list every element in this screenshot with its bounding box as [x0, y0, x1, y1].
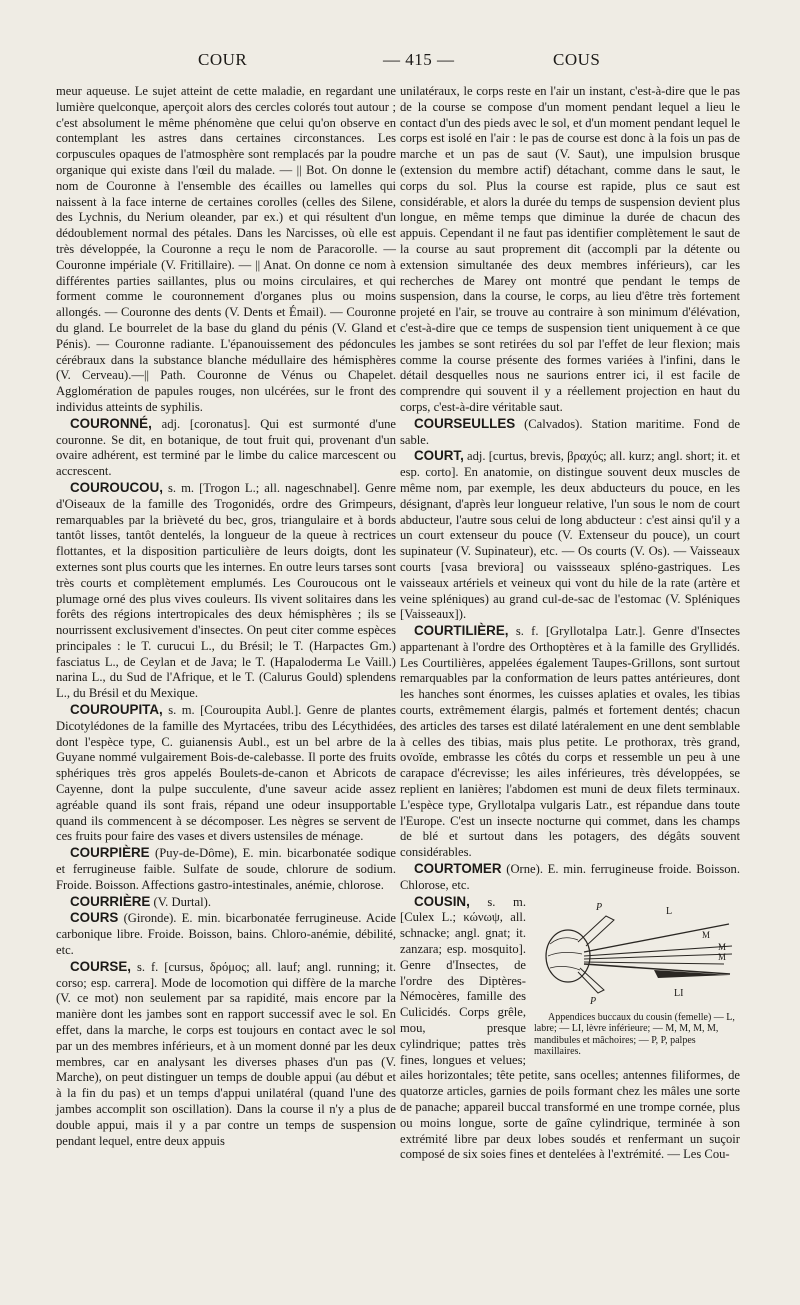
entry-text: s. m. [Couroupita Aubl.]. Genre de plantes Dicotylédones de la famille des Myrtacées, tribu des Lécythidées, dont l'espèce type, C. guianensis Aubl., est un bel arbre de la Guyane nommé vulgairement Bois-de-calebasse. Il porte des fruits sphériques très gros appelés Boulets-de-canon et Abricots de Cayenne, dont la pulpe succulente, d'une saveur acide assez agréable quand ils sont frais, répand une odeur insupportable quand ils commencent à se décomposer. Les nègres se servent de ces fruits pour faire des vases et divers ustensiles de ménage. [56, 703, 396, 844]
header-right-word: COUS [553, 50, 601, 69]
headword: COURRIÈRE [70, 893, 151, 909]
entry-cousin [400, 894, 740, 1164]
entry-text: (Orne). E. min. ferrugineuse froide. Boisson. Chlorose, etc. [400, 862, 740, 892]
page-number: — 415 — [383, 50, 455, 69]
headword: COUROUPITA, [70, 702, 163, 718]
figure-caption: Appendices buccaux du cousin (femelle) — L, labre; — LI, lèvre inférieure; — M, M, M, M, mandibules et mâchoires; — P, P, palpes maxillaires. [534, 1011, 735, 1058]
entry-text: (Calvados). Station maritime. Fond de sable. [400, 416, 741, 447]
entry-paragraph [400, 84, 740, 416]
figure-label: LI [674, 987, 684, 999]
entry-text: adj. [coronatus]. Qui est surmonté d'une couronne. Se dit, en botanique, de tout fruit qui, provenant d'un ovaire adhérent, est terminé par le limbe du calice marcescent ou accrescent. [56, 416, 396, 479]
entry-courtomer [400, 861, 740, 894]
headword: COURS [70, 910, 119, 926]
entry-couronne [56, 416, 396, 480]
entry-text: (Gironde). E. min. bicarbonatée ferrugineuse. Acide carbonique libre. Froide. Boisson, bains. Chloro-anémie, débilité, etc. [56, 911, 396, 958]
entry-text: adj. [curtus, brevis, βραχύς; all. kurz; angl. short; it. et esp. corto]. En anatomie, on distingue souvent deux muscles de même nom, par exemple, les deux abducteurs du pouce, en les désignant, d'après leur longueur relative, l'un sous le nom de court abducteur, l'autre sous celui de long abducteur : c'est ainsi qu'il y a un court extenseur du pouce (V. Extenseur du pouce), un court supinateur (V. Supinateur), etc. — Os courts (V. Os). — Vaisseaux courts [vasa breviora] ou vaissseaux spléno-gastriques. Les vaisseaux artériels et veineux qui vont du hile de la rate (artère et veine spléniques) au grand cul-de-sac de l'estomac (V. Spléniques [Vaisseaux]). [400, 449, 740, 622]
figure-label: M [702, 929, 711, 940]
figure-label: L [666, 905, 673, 917]
headword: COURONNÉ, [70, 415, 152, 431]
entry-courseulles [400, 416, 740, 449]
headword: COURPIÈRE [70, 845, 150, 861]
entry-couroupita [56, 702, 396, 845]
headword: COURTILIÈRE, [414, 623, 509, 639]
figure-label: M [718, 941, 727, 952]
headword: COURT, [414, 448, 464, 464]
page-header [48, 50, 760, 80]
figure-label: M [718, 951, 727, 962]
headword: COURSEULLES [414, 415, 516, 431]
entry-text: s. m. [Culex L.; κώνωψ, all. schnacke; angl. gnat; it. zanzara; esp. mosquito]. Genre d'Insectes, de l'ordre des Diptères-Némocères, famille des Culicidés. Corps grêle, mou, presque cylindrique; pattes très fines, longues et velues; ailes horizontales; tête petite, sans ocelles; antennes filiformes, de quatorze articles, garnies de poils formant chez les mâles une sorte de panache; appareil buccal transformé en une trompe cornée, plus ou moins longue, sorte de gaîne cylindrique, terminée à son extrémité libre par deux lobes soudés et renfermant un suçoir composé de six soies fines et dentelées à l'extrémité. — Les Cou- [400, 894, 740, 1162]
mosquito-figure [534, 894, 740, 1058]
left-column [56, 84, 396, 1149]
entry-courriere [56, 894, 396, 911]
headword: COUROUCOU, [70, 479, 163, 495]
entry-couroucou [56, 480, 396, 702]
entry-text: (Puy-de-Dôme), E. min. bicarbonatée sodique et ferrugineuse faible. Sulfate de soude, chlorure de sodium. Froide. Boisson. Affections gastro-intestinales, anémie, chlorose. [56, 846, 396, 892]
entry-courpiere [56, 845, 396, 893]
figure-label: P [596, 901, 603, 913]
right-column [400, 84, 740, 1163]
entry-text: meur aqueuse. Le sujet atteint de cette maladie, en regardant une lumière quelconque, aperçoit alors des cercles colorés tout autour ; c'est absolument le même phénomène que celui qu'on observe en contemplant les astres dans certaines circonstances. Les corpuscules opaques de l'atmosphère sont remplacés par la poudre organique qui existe dans l'œil du malade. — || Bot. On donne le nom de Couronne à l'ensemble des écailles ou lamelles qui naissent à la face interne de certaines corolles (celles des Silene, des Lychnis, du Nerium oleander, par ex.) et qui résultent d'un dédoublement normal des pétales. Dans les Narcisses, où elle est très développée, la Couronne a reçu le nom de Paracorolle. — Couronne impériale (V. Fritillaire). — || Anat. On donne ce nom à différentes parties saillantes, plus ou moins circulaires, et qui forment comme le couronnement d'organes plus ou moins allongés. — Couronne des dents (V. Dents et Émail). — Couronne du gland. Le bourrelet de la base du gland du pénis (V. Gland et Pénis). — Couronne radiante. L'épanouissement des pédoncules cérébraux dans la substance blanche médullaire des hémisphères (V. Cerveau).—|| Path. Couronne de Vénus ou Chapelet. Agglomération de papules rouges, non ulcérées, sur le front des individus atteints de syphilis. [56, 84, 396, 414]
entry-cours [56, 910, 396, 958]
entry-courtiliere [400, 623, 740, 861]
entry-text: s. f. [cursus, δρόμος; all. lauf; angl. running; it. corso; esp. carrera]. Mode de locomotion qui diffère de la marche (V. ce mot) non seulement par sa rapidité, mais encore par la manière dont les jambes sont en rapport successif avec le sol. En effet, dans la marche, le corps est toujours en contact avec le sol par un des membres inférieurs, et à un moment donné par les deux membres, car en analysant les diverses phases d'un pas (V. Marche), on peut distinguer un temps de double appui (au début et à la fin du pas) et un temps d'appui unilatéral (quand l'une des jambes accomplit son oscillation). Dans la course il n'y a plus de double appui, mais il y a par contre un temps de suspension pendant lequel, entre deux appuis [56, 959, 396, 1148]
header-left-word: COUR [198, 50, 248, 69]
entry-paragraph [56, 84, 396, 416]
headword: COURTOMER [414, 861, 502, 877]
mosquito-mouthparts-illustration [534, 894, 740, 1010]
entry-text: s. m. [Trogon L.; all. nageschnabel]. Genre d'Oiseaux de la famille des Trogonidés, ordre des Grimpeurs, remarquables par la brièveté du bec, gros, triangulaire et à bords tantôt lisses, tantôt dentelés, la longueur de la queue à rectrices flottantes, et la disposition particulière de leurs doigts, dont les externes sont plus courts que les internes. En outre leurs tarses sont très courts et complètement emplumés. Les Couroucous ont le plumage orné des plus vives couleurs. Ils vivent solitaires dans les forêts des régions intertropicales des deux hémisphères ; ils se nourrissent exclusivement d'insectes. On peut citer comme espèces principales : le T. curucui L., du Brésil; le T. (Harpactes Gm.) fasciatus L., de Ceylan et de Java; le T. (Hapaloderma Le Vaill.) narina L., du Sud de l'Afrique, et le T. (Calurus Gould) splendens L., du Brésil et du Mexique. [56, 480, 396, 701]
headword: COUSIN, [414, 893, 470, 909]
entry-text: (V. Durtal). [153, 894, 211, 909]
headword: COURSE, [70, 958, 132, 974]
figure-label: P [590, 995, 597, 1007]
entry-course [56, 959, 396, 1150]
entry-text: unilatéraux, le corps reste en l'air un instant, c'est-à-dire que le pas de la course se compose d'un moment pendant lequel a lieu le contact d'un des pieds avec le sol, et d'un moment pendant lequel le corps est isolé en l'air : le pas de course est donc à la fois un pas de marche et un pas de saut (V. Saut), une impulsion brusque (extension du membre actif) détachant, comme dans le saut, le corps du sol. Plus la course est rapide, plus ce saut est considérable, et alors la durée du temps de suspension devient plus longue, en même temps que diminue la durée de chacun des appuis. Cependant il ne faut pas identifier complètement le saut de la course au saut proprement dit (accompli par la détente ou extension simultanée des deux membres inférieurs), car les recherches de Marey ont montré que pendant le temps de suspension, dans la course, le corps, au lieu d'être très fortement projeté en l'air, se trouve au contraire à son minimum d'élévation, c'est-à-dire que ce temps de suspension tient uniquement à ce que les jambes se sont retirées du sol par l'effet de leur flexion; mais comme la course présente des formes variées à l'infini, dans le détail desquelles nous ne saurions entrer ici, il est facile de comprendre qui souvent il y a réellement projection en haut du corps, c'est-à-dire véritable saut. [400, 84, 740, 414]
entry-court [400, 448, 740, 623]
entry-text: s. f. [Gryllotalpa Latr.]. Genre d'Insectes appartenant à l'ordre des Orthoptères et à la famille des Gryllidés. Les Courtilières, appelées également Taupes-Grillons, sont surtout remarquables par la conformation de leurs pattes antérieures, dont les hanches sont énormes, les cuisses aplaties et ovales, les tibias courts, extrêmement élargis, palmés et fortement dentés; chacun des articles des tarses est dilaté latéralement en une dent semblable à celles des tibias, mais plus petite. Le prothorax, très grand, ovoïde, embrasse les côtés du corps et ressemble un peu à une carapace d'écrevisse; les ailes inférieures, très développées, se replient en lanières; l'abdomen est muni de deux filets terminaux. L'espèce type, Gryllotalpa vulgaris Latr., est répandue dans toute l'Europe. C'est un insecte nocturne qui commet, dans les champs de blé et surtout dans les potagers, des dégâts souvent considérables. [400, 624, 740, 860]
